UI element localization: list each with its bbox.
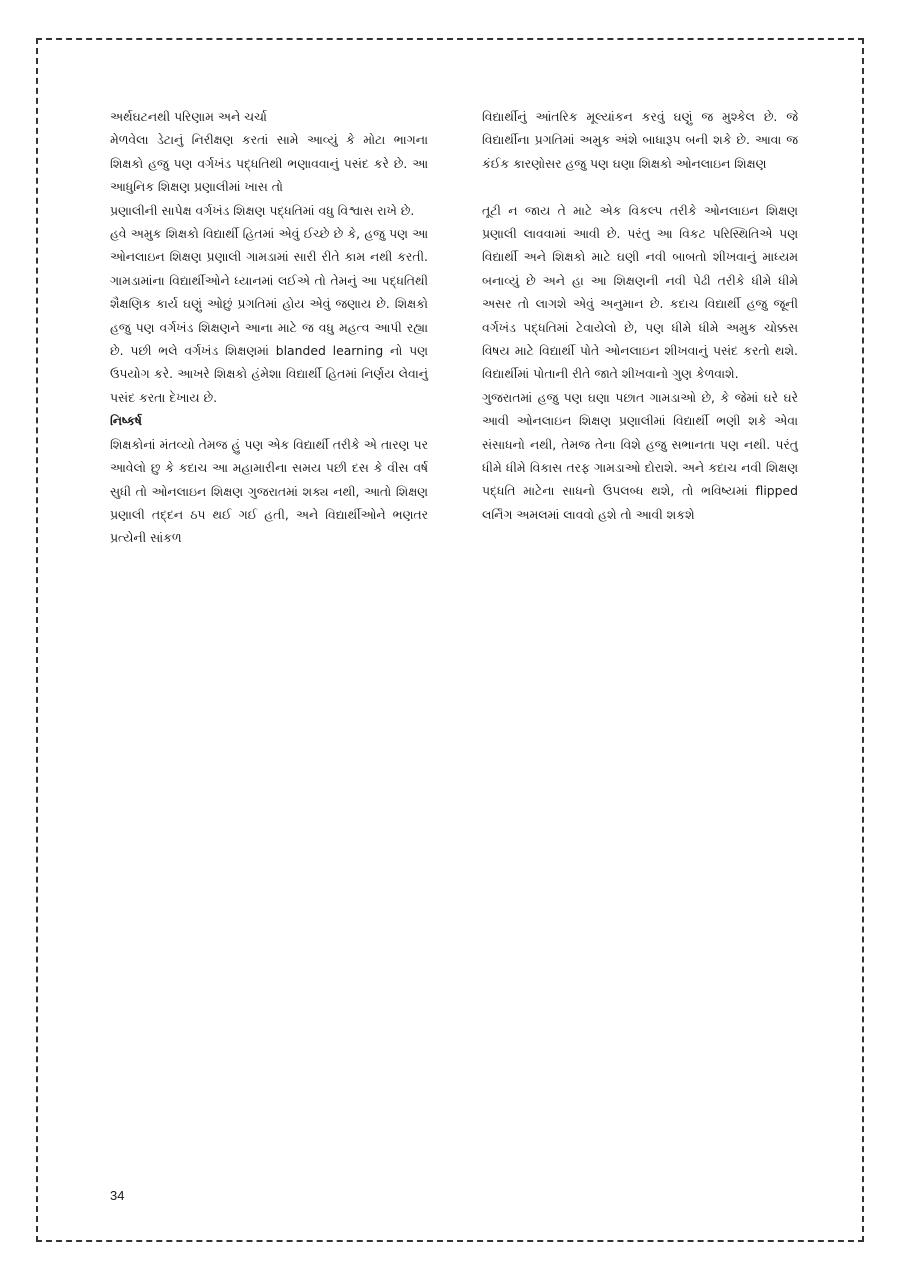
paragraph: વિદ્યાર્થીનું આંતરિક મૂલ્યાંકન કરવું ઘણું જ મુશ્કેલ છે. જે વિદ્યાર્થીના પ્રગતિમાં અમુક અંશે બાધારૂપ બની શકે છે. આવા જ કંઈક કારણોસર હજુ પણ ઘણા શિક્ષકો ઓનલાઇન શિક્ષણ	[482, 109, 798, 171]
conclusion-heading: નિષ્કર્ષ	[110, 413, 142, 429]
paragraph: ગુજરાતમાં હજુ પણ ઘણા પછાત ગામડાઓ છે, કે જેમાં ઘરે ઘરે આવી ઓનલાઇન શિક્ષણ પ્રણાલીમાં વિદ્યાર્થી ભણી શકે એવા સંસાધનો નથી, તેમજ તેના વિશે હજુ સભાનતા પણ નથી. પરંતુ ધીમે ધીમે વિકાસ તરફ ગામડાઓ દોરાશે. અને કદાચ નવી શિક્ષણ પદ્ધતિ માટેના સાધનો ઉપલબ્ધ થશે, તો ભવિષ્યમાં flipped લર્નિંગ અમલમાં લાવવો હશે તો આવી શકશે	[482, 389, 798, 522]
paragraph: મેળવેલા ડેટાનું નિરીક્ષણ કરતાં સામે આવ્યું કે મોટા ભાગના શિક્ષકો હજુ પણ વર્ગખંડ પદ્ધતિથી ભણાવવાનું પસંદ કરે છે. આ આધુનિક શિક્ષણ પ્રણાલીમાં ખાસ તો	[110, 132, 428, 195]
left-column	[110, 105, 428, 550]
paragraph: હવે અમુક શિક્ષકો વિદ્યાર્થી હિતમાં એવું ઈચ્છે છે કે, હજુ પણ આ ઓનલાઇન શિક્ષણ પ્રણાલી ગામડામાં સારી રીતે કામ નથી કરતી. ગામડામાંના વિદ્યાર્થીઓને ધ્યાનમાં લઈએ તો તેમનું આ પદ્ધતિથી શૈક્ષણિક કાર્ય ઘણું ઓછું પ્રગતિમાં હોય એવું જણાય છે. શિક્ષકો હજુ પણ વર્ગખંડ શિક્ષણને આના માટે જ વધુ મહત્વ આપી રહ્યા છે. પછી ભલે વર્ગખંડ શિક્ષણમાં blanded learning નો પણ ઉપયોગ કરે. આખરે શિક્ષકો હંમેશા વિદ્યાર્થી હિતમાં નિર્ણય લેવાનું પસંદ કરતા દેખાય છે.	[110, 226, 428, 405]
page-number: 34	[110, 1188, 125, 1203]
section-heading: અર્થઘટનથી પરિણામ અને ચર્ચા	[110, 109, 267, 124]
paragraph: તૂટી ન જાય તે માટે એક વિકલ્પ તરીકે ઓનલાઇન શિક્ષણ પ્રણાલી લાવવામાં આવી છે. પરંતુ આ વિકટ પરિસ્થિતિએ પણ વિદ્યાર્થી અને શિક્ષકો માટે ઘણી નવી બાબતો શીખવાનું માધ્યમ બનાવ્યું છે અને હા આ શિક્ષણની નવી પેઢી તરીકે ધીમે ધીમે અસર તો લાગશે એવું અનુમાન છે. કદાચ વિદ્યાર્થી હજુ જૂની વર્ગખંડ પદ્ધતિમાં ટેવાયેલો છે, પણ ધીમે ધીમે અમુક ચોક્કસ વિષય માટે વિદ્યાર્થી પોતે ઓનલાઇન શીખવાનું પસંદ કરતો થશે. વિદ્યાર્થીમાં પોતાની રીતે જાતે શીખવાનો ગુણ કેળવાશે.	[482, 202, 798, 382]
conclusion-paragraph: શિક્ષકોનાં મંતવ્યો તેમજ હું પણ એક વિદ્યાર્થી તરીકે એ તારણ પર આવેલો છુ કે કદાચ આ મહામારીના સમય પછી દસ કે વીસ વર્ષ સુધી તો ઓનલાઇન શિક્ષણ ગુજરાતમાં શક્ય નથી, આતો શિક્ષણ પ્રણાલી તદ્દન ઠપ થઈ ગઈ હતી, અને વિદ્યાર્થીઓને ભણતર પ્રત્યેની સાંકળ	[110, 436, 428, 546]
paragraph: પ્રણાલીની સાપેક્ષ વર્ગખંડ શિક્ષણ પદ્ધતિમાં વધુ વિશ્વાસ રાખે છે.	[110, 202, 415, 218]
paragraph-spacer	[482, 175, 798, 198]
right-column	[482, 105, 798, 526]
